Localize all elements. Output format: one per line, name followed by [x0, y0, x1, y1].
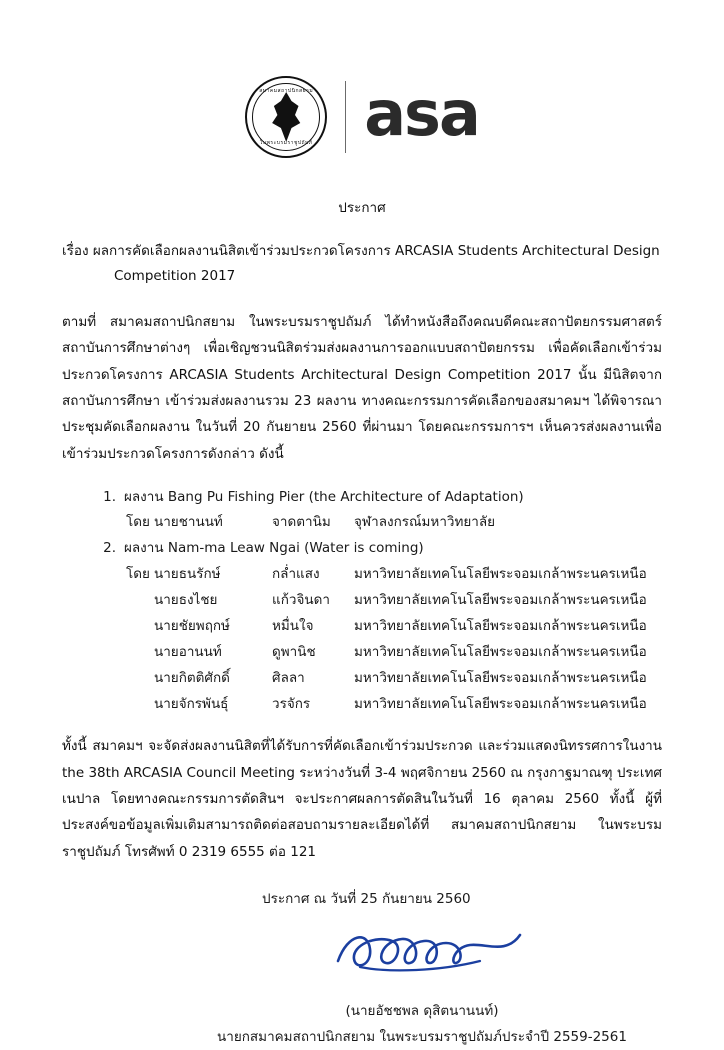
winner-number: 1.	[103, 488, 116, 505]
winner-persons	[90, 510, 662, 536]
person-row	[126, 562, 662, 588]
signer-title: นายกสมาคมสถาปนิกสยาม ในพระบรมราชูปถัมภ์ประจำปี 2559-2561	[217, 1028, 627, 1045]
person-prefix: โดย	[126, 514, 150, 531]
subject-block	[62, 239, 662, 289]
body-paragraph-2: ทั้งนี้ สมาคมฯ จะจัดส่งผลงานนิสิตที่ได้รับการที่คัดเลือกเข้าร่วมประกวด และร่วมแสดงนิทรรศการในงาน the 38th ARCASIA Council Meeting ระหว่างวันที่ 3-4 พฤศจิกายน 2560 ณ กรุงกาฐมาณฑุ ประเทศเนปาล โดยทางคณะกรรมการตัดสินฯ จะประกาศผลการตัดสินในวันที่ 16 ตุลาคม 2560 ทั้งนี้ ผู้ที่ประสงค์ขอข้อมูลเพิ่มเติมสามารถติดต่อสอบถามรายละเอียดได้ที่ สมาคมสถาปนิกสยาม ในพระบรมราชูปถัมภ์ โทรศัพท์ 0 2319 6555 ต่อ 121	[62, 738, 662, 860]
person-prefix: โดย	[126, 566, 150, 582]
list-item	[90, 485, 662, 511]
person-name: นายชานนท์	[154, 514, 223, 531]
person-surname: ดูพานิช	[272, 643, 316, 660]
person-row	[126, 588, 662, 614]
person-organization: มหาวิทยาลัยเทคโนโลยีพระจอมเกล้าพระนครเหนือ	[354, 566, 647, 582]
winners-list	[62, 485, 662, 718]
person-prefix	[126, 588, 154, 614]
winner-persons	[90, 562, 662, 717]
signature-icon	[330, 921, 530, 981]
person-name: นายชัยพฤกษ์	[154, 617, 230, 634]
person-row	[126, 614, 662, 640]
winner-title: ผลงาน Bang Pu Fishing Pier (the Architecture of Adaptation)	[124, 488, 524, 505]
announcement-label: ประกาศ	[338, 200, 386, 216]
subject-line-2: Competition 2017	[114, 267, 236, 284]
person-name: นายจักรพันธุ์	[154, 695, 229, 712]
signature-area	[62, 925, 662, 999]
body-paragraph-1: ตามที่ สมาคมสถาปนิกสยาม ในพระบรมราชูปถัมภ์ ได้ทำหนังสือถึงคณบดีคณะสถาปัตยกรรมศาสตร์สถาบันการศึกษาต่างๆ เพื่อเชิญชวนนิสิตร่วมส่งผลงานการออกแบบสถาปัตยกรรม เพื่อคัดเลือกเข้าร่วมประกวดโครงการ ARCASIA Students Architectural Design Competition 2017 นั้น มีนิสิตจากสถาบันการศึกษา เข้าร่วมส่งผลงานรวม 23 ผลงาน ทางคณะกรรมการคัดเลือกของสมาคมฯ ได้พิจารณาประชุมคัดเลือกผลงาน ในวันที่ 20 กันยายน 2560 ที่ผ่านมา โดยคณะกรรมการฯ เห็นควรส่งผลงานเพื่อเข้าร่วมประกวดโครงการดังกล่าว ดังนี้	[62, 313, 662, 462]
person-organization: มหาวิทยาลัยเทคโนโลยีพระจอมเกล้าพระนครเหนือ	[354, 695, 647, 712]
seal-bottom-text: ในพระบรมราชูปถัมภ์	[259, 140, 313, 146]
announcement-date: ประกาศ ณ วันที่ 25 กันยายน 2560	[262, 891, 471, 907]
person-organization: มหาวิทยาลัยเทคโนโลยีพระจอมเกล้าพระนครเหนือ	[354, 669, 647, 686]
person-organization: จุฬาลงกรณ์มหาวิทยาลัย	[354, 514, 496, 531]
signer-name: (นายอัชชพล ดุสิตนานนท์)	[345, 1003, 499, 1019]
person-name: นายธนรักษ์	[154, 566, 221, 582]
person-surname: วรจักร	[272, 695, 311, 712]
header-divider	[345, 81, 346, 153]
asa-wordmark: asa	[364, 77, 479, 151]
person-prefix	[126, 666, 154, 692]
person-organization: มหาวิทยาลัยเทคโนโลยีพระจอมเกล้าพระนครเหนือ	[354, 617, 647, 634]
person-surname: จาดตานิม	[272, 514, 331, 531]
person-row	[126, 692, 662, 718]
person-prefix	[126, 692, 154, 718]
person-row	[126, 666, 662, 692]
person-surname: หมื่นใจ	[272, 617, 314, 634]
subject-line-1: ผลการคัดเลือกผลงานนิสิตเข้าร่วมประกวดโครงการ ARCASIA Students Architectural Design	[92, 243, 660, 259]
person-name: นายอานนท์	[154, 643, 222, 660]
person-name: นายกิตติศักดิ์	[154, 669, 230, 686]
subject-prefix: เรื่อง	[62, 243, 89, 259]
person-organization: มหาวิทยาลัยเทคโนโลยีพระจอมเกล้าพระนครเหนือ	[354, 643, 647, 660]
winner-title: ผลงาน Nam-ma Leaw Ngai (Water is coming)	[124, 540, 424, 557]
winner-number: 2.	[103, 540, 116, 557]
person-surname: ศิลลา	[272, 669, 305, 686]
person-organization: มหาวิทยาลัยเทคโนโลยีพระจอมเกล้าพระนครเหนือ	[354, 591, 647, 608]
person-name: นายธงไชย	[154, 591, 218, 608]
person-row	[126, 510, 662, 536]
list-item	[90, 536, 662, 562]
person-surname: กล่ำแสง	[272, 566, 320, 582]
asa-seal-icon	[245, 76, 327, 158]
person-surname: แก้วจินดา	[272, 591, 330, 608]
person-row	[126, 640, 662, 666]
document-header	[62, 0, 662, 162]
person-prefix	[126, 614, 154, 640]
seal-top-text: สมาคมสถาปนิกสยาม	[259, 88, 314, 94]
seal-emblem-shape	[264, 92, 308, 142]
person-prefix	[126, 640, 154, 666]
